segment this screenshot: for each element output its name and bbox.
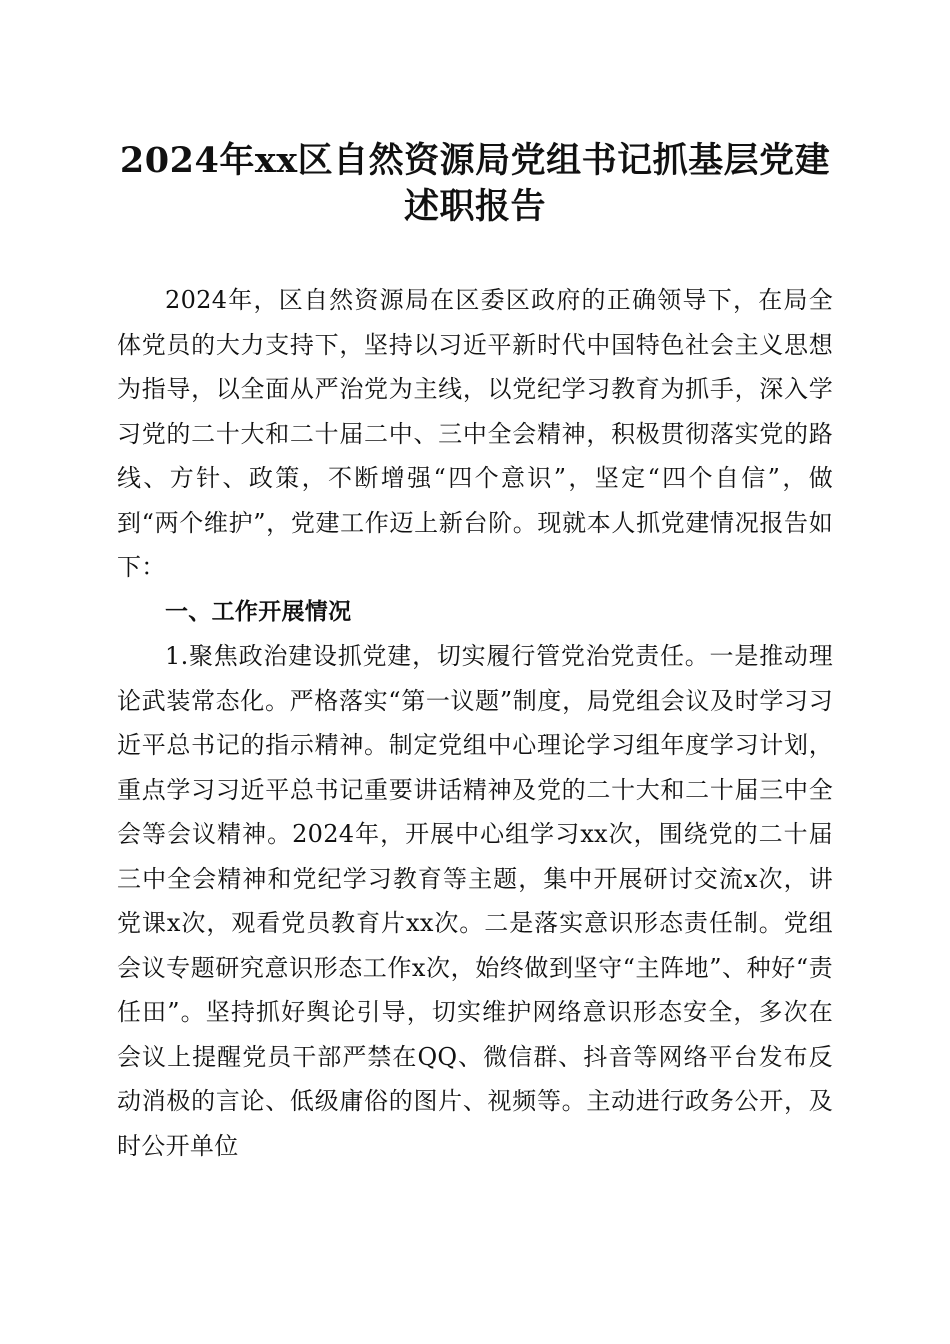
section-heading: 一、工作开展情况 [165, 598, 352, 625]
document-body [117, 278, 833, 1168]
section-paragraph: 1.聚焦政治建设抓党建，切实履行管党治党责任。一是推动理论武装常态化。严格落实“第一议题”制度，局党组会议及时学习习近平总书记的指示精神。制定党组中心理论学习组年度学习计划，重点学习习近平总书记重要讲话精神及党的二十大和二十届三中全会等会议精神。2024年，开展中心组学习xx次，围绕党的二十届三中全会精神和党纪学习教育等主题，集中开展研讨交流x次，讲党课x次，观看党员教育片xx次。二是落实意识形态责任制。党组会议专题研究意识形态工作x次，始终做到坚守“主阵地”、种好“责任田”。坚持抓好舆论引导，切实维护网络意识形态安全，多次在会议上提醒党员干部严禁在QQ、微信群、抖音等网络平台发布反动消极的言论、低级庸俗的图片、视频等。主动进行政务公开，及时公开单位 [117, 642, 833, 1160]
document-title [100, 138, 850, 230]
intro-paragraph: 2024年，区自然资源局在区委区政府的正确领导下，在局全体党员的大力支持下，坚持以习近平新时代中国特色社会主义思想为指导，以全面从严治党为主线，以党纪学习教育为抓手，深入学习党的二十大和二十届二中、三中全会精神，积极贯彻落实党的路线、方针、政策，不断增强“四个意识”，坚定“四个自信”，做到“两个维护”，党建工作迈上新台阶。现就本人抓党建情况报告如下： [117, 286, 833, 581]
title-line-2: 述职报告 [403, 186, 546, 227]
title-line-1: 2024年xx区自然资源局党组书记抓基层党建 [119, 140, 831, 181]
